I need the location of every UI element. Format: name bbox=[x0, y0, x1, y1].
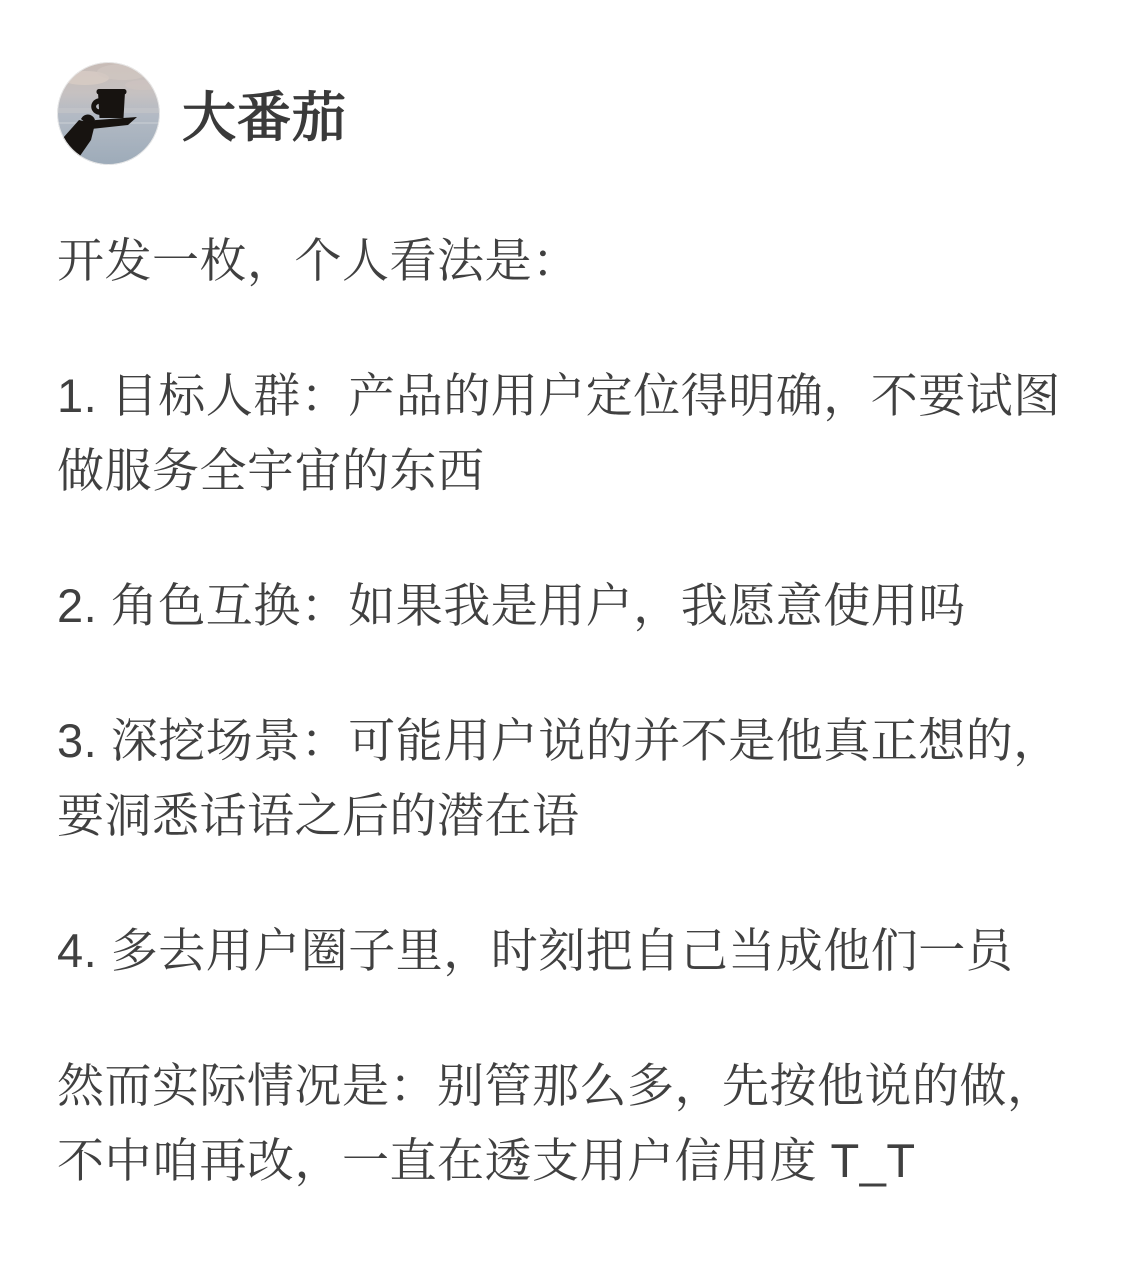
post-text-line: 要洞悉话语之后的潜在语 bbox=[57, 789, 580, 842]
post-text-line: 2. 角色互换：如果我是用户，我愿意使用吗 bbox=[57, 579, 966, 632]
post-text-line: 4. 多去用户圈子里，时刻把自己当成他们一员 bbox=[57, 924, 1014, 977]
post-header bbox=[57, 62, 1068, 165]
post-paragraph bbox=[57, 223, 1068, 298]
post-body bbox=[57, 223, 1068, 1198]
post-text-line: 开发一枚，个人看法是： bbox=[57, 234, 580, 287]
post-paragraph bbox=[57, 1048, 1068, 1198]
post-paragraph bbox=[57, 358, 1068, 508]
post-paragraph bbox=[57, 703, 1068, 853]
post-text-line: 不中咱再改，一直在透支用户信用度 T_T bbox=[57, 1134, 916, 1187]
post-text-line: 3. 深挖场景：可能用户说的并不是他真正想的， bbox=[57, 714, 1061, 767]
avatar[interactable] bbox=[57, 62, 160, 165]
post-text-line: 1. 目标人群：产品的用户定位得明确，不要试图 bbox=[57, 369, 1061, 422]
post-text-line: 做服务全宇宙的东西 bbox=[57, 444, 485, 497]
hand-holding-mug-avatar-icon bbox=[57, 62, 160, 165]
author-name[interactable]: 大番茄 bbox=[182, 88, 347, 148]
post-paragraph bbox=[57, 913, 1068, 988]
post-text-line: 然而实际情况是：别管那么多，先按他说的做， bbox=[57, 1059, 1055, 1112]
post-paragraph bbox=[57, 568, 1068, 643]
